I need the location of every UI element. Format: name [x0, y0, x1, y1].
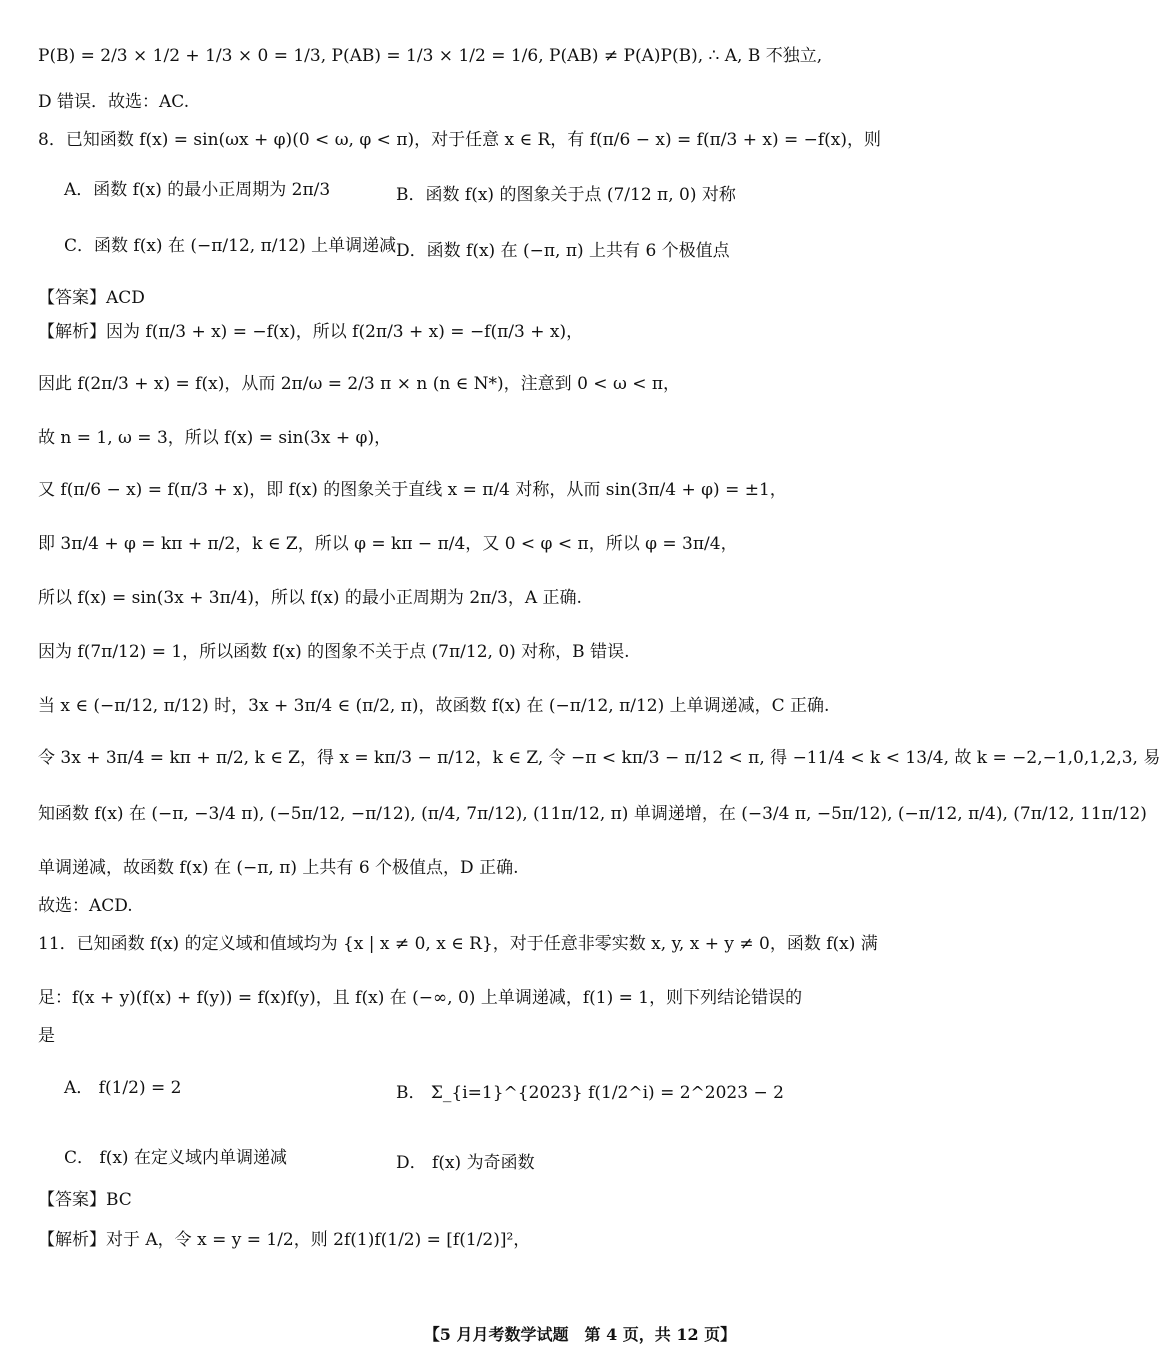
text-line-l17: 因为 f(7π/12) = 1，所以函数 f(x) 的图象不关于点 (7π/12, 0) 对称，B 错误.	[38, 642, 630, 662]
q8-option-3: C．函数 f(x) 在 (−π/12, π/12) 上单调递减	[64, 236, 397, 256]
text-line-l10: 【答案】ACD	[38, 288, 145, 308]
q8-option-4: D．函数 f(x) 在 (−π, π) 上共有 6 个极值点	[396, 241, 730, 261]
text-line-l18: 当 x ∈ (−π/12, π/12) 时，3x + 3π/4 ∈ (π/2, π)，故函数 f(x) 在 (−π/12, π/12) 上单调递减，C 正确.	[38, 696, 830, 716]
text-line-l21: 单调递减，故函数 f(x) 在 (−π, π) 上共有 6 个极值点，D 正确.	[38, 858, 519, 878]
q11-option-3: C． f(x) 在定义域内单调递减	[64, 1148, 287, 1168]
q11-option-2: B． Σ_{i=1}^{2023} f(1/2^i) = 2^2023 − 2	[396, 1083, 784, 1103]
text-line-l12: 因此 f(2π/3 + x) = f(x)，从而 2π/ω = 2/3 π × n (n ∈ N*)，注意到 0 < ω < π，	[38, 374, 681, 394]
text-line-l15: 即 3π/4 + φ = kπ + π/2，k ∈ Z，所以 φ = kπ − π/4，又 0 < φ < π，所以 φ = 3π/4，	[38, 534, 738, 554]
text-line-l25: 是	[38, 1026, 55, 1046]
text-line-l11: 【解析】因为 f(π/3 + x) = −f(x)，所以 f(2π/3 + x) = −f(π/3 + x)，	[38, 322, 584, 342]
text-line-l2: D 错误．故选：AC.	[38, 92, 190, 112]
text-line-l16: 所以 f(x) = sin(3x + 3π/4)，所以 f(x) 的最小正周期为 2π/3，A 正确.	[38, 588, 582, 608]
text-line-l1: P(B) = 2/3 × 1/2 + 1/3 × 0 = 1/3, P(AB) = 1/3 × 1/2 = 1/6, P(AB) ≠ P(A)P(B), ∴ A, B 不独立,	[38, 46, 823, 66]
text-line-l22: 故选：ACD.	[38, 896, 133, 916]
text-line-l20: 知函数 f(x) 在 (−π, −3/4 π), (−5π/12, −π/12), (π/4, 7π/12), (11π/12, π) 单调递增，在 (−3/4 π, −5π/12), (−π/12, π/4), (7π/12, 11π/12)	[38, 804, 1147, 824]
text-line-l23: 11．已知函数 f(x) 的定义域和值域均为 {x | x ≠ 0, x ∈ R}，对于任意非零实数 x, y, x + y ≠ 0，函数 f(x) 满	[38, 934, 878, 954]
text-line-l19: 令 3x + 3π/4 = kπ + π/2, k ∈ Z，得 x = kπ/3 − π/12，k ∈ Z, 令 −π < kπ/3 − π/12 < π, 得 −11/4 < k < 13/4, 故 k = −2,−1,0,1,2,3, 易	[38, 748, 1160, 768]
q11-option-4: D． f(x) 为奇函数	[396, 1153, 535, 1173]
text-line-l14: 又 f(π/6 − x) = f(π/3 + x)，即 f(x) 的图象关于直线 x = π/4 对称，从而 sin(3π/4 + φ) = ±1，	[38, 480, 787, 500]
q8-option-2: B．函数 f(x) 的图象关于点 (7/12 π, 0) 对称	[396, 185, 736, 205]
text-line-l24: 足：f(x + y)(f(x) + f(y)) = f(x)f(y)，且 f(x) 在 (−∞, 0) 上单调递减，f(1) = 1，则下列结论错误的	[38, 988, 803, 1008]
q11-option-1: A． f(1/2) = 2	[64, 1078, 182, 1098]
text-line-l31: 【解析】对于 A，令 x = y = 1/2，则 2f(1)f(1/2) = [f(1/2)]²，	[38, 1230, 531, 1250]
page-footer: 【5 月月考数学试题 第 4 页，共 12 页】	[423, 1325, 737, 1344]
text-line-l13: 故 n = 1, ω = 3，所以 f(x) = sin(3x + φ)，	[38, 428, 392, 448]
text-line-l30: 【答案】BC	[38, 1190, 132, 1210]
q8-option-1: A．函数 f(x) 的最小正周期为 2π/3	[64, 180, 331, 200]
text-line-l3: 8．已知函数 f(x) = sin(ωx + φ)(0 < ω, φ < π)，对于任意 x ∈ R，有 f(π/6 − x) = f(π/3 + x) = −f(x)，则	[38, 130, 882, 150]
